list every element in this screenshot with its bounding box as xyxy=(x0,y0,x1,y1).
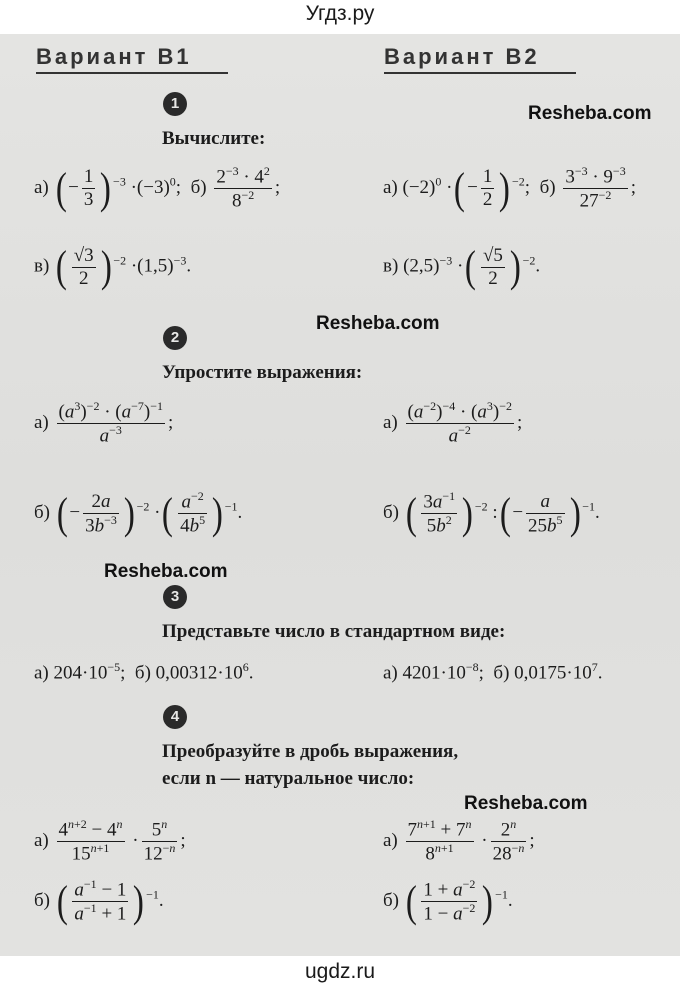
task2-v2-b: б) ( $\frac{3a^{-1}}{5b^2}$ ) $^{-2}$ :(− $\frac{a}{25b^5}$ ) $^{-1}$. xyxy=(383,488,600,538)
task4-v2-a: а) $\frac{7^{n+1} + 7^n}{8^{n+1}}$ · $\frac{2^n}{28^{-n}}$ ; xyxy=(383,817,535,865)
task1-v1-v: в) ( $\frac{√3}{2}$ ) $^{-2} \cdot(1,5)^{-3}$. xyxy=(34,242,192,292)
task-2-title: Упростите выражения: xyxy=(162,362,363,383)
task3-v2-b-value: 0,0175·10 xyxy=(514,662,592,684)
task-1-title: Вычислите: xyxy=(162,128,266,149)
task2-v1-b: б) (− $\frac{2a}{3b^{-3}}$ ) $^{-2}$ ·( $\frac{a^{-2}}{4b^5}$ ) $^{-1}$. xyxy=(34,488,243,538)
label-a: а) xyxy=(383,177,398,199)
label-b: б) xyxy=(134,662,151,684)
label-a: а) xyxy=(383,830,398,852)
task-4-title-line2: если n — натуральное число: xyxy=(162,768,415,789)
label-a: а) xyxy=(34,662,49,684)
task3-v2: а) $4201\cdot 10^{-8}$; б) $0,0175\cdot 10^7$. xyxy=(383,660,603,684)
task-1-badge: 1 xyxy=(163,92,187,116)
label-v: в) xyxy=(383,255,399,277)
task4-v1-b: б) ( $\frac{a^{-1} - 1}{a^{-1} + 1}$ ) $^{-1}$. xyxy=(34,876,164,926)
task3-v1-a-value: 204·10 xyxy=(53,662,108,684)
task1-v2-ab: а) $(-2)^0$ ·(− $\frac{1}{2}$ ) $^{-2}$; б) $\frac{3^{-3} \cdot 9^{-3}}{27^{-2}}$ ; xyxy=(383,163,636,213)
task-4-title-line1: Преобразуйте в дробь выражения, xyxy=(162,741,459,762)
site-header-text: Угдз.ру xyxy=(305,2,375,25)
variant-b2-heading: Вариант В2 xyxy=(384,44,540,69)
label-b: б) xyxy=(539,177,556,199)
task-2-badge: 2 xyxy=(163,326,187,350)
watermark-4: Resheba.com xyxy=(464,793,588,814)
label-b: б) xyxy=(383,502,399,524)
label-b: б) xyxy=(34,890,50,912)
label-b: б) xyxy=(34,502,50,524)
task3-v2-b-exponent: 7 xyxy=(591,660,598,674)
task-3-badge: 3 xyxy=(163,585,187,609)
variant-b1-underline xyxy=(36,72,228,74)
label-b: б) xyxy=(493,662,510,684)
watermark-3: Resheba.com xyxy=(104,561,228,582)
task2-v2-a: а) $\frac{(a^{-2})^{-4} \cdot (a^3)^{-2}}{a^{-2}}$ ; xyxy=(383,399,523,447)
task3-v1-b-value: 0,00312·10 xyxy=(155,662,243,684)
task3-v2-a-exponent: −8 xyxy=(465,660,479,674)
label-a: а) xyxy=(383,412,398,434)
variant-b2-underline xyxy=(384,72,576,74)
label-a: а) xyxy=(34,177,49,199)
task-3-title: Представьте число в стандартном виде: xyxy=(162,621,506,642)
task3-v1: а) $204\cdot 10^{-5}$; б) $0,00312\cdot 10^6$. xyxy=(34,660,254,684)
task-4-badge: 4 xyxy=(163,705,187,729)
site-footer-text: ugdz.ru xyxy=(304,960,376,983)
watermark-2: Resheba.com xyxy=(316,313,440,334)
task3-v1-b-exponent: 6 xyxy=(242,660,249,674)
task3-v2-a-value: 4201·10 xyxy=(402,662,466,684)
label-a: а) xyxy=(34,412,49,434)
label-a: а) xyxy=(383,662,398,684)
task3-v1-a-exponent: −5 xyxy=(107,660,121,674)
task1-v2-v: в) $(2,5)^{-3}$ ·( $\frac{√5}{2}$ ) $^{-2}$. xyxy=(383,242,541,292)
task4-v1-a: а) $\frac{4^{n+2} - 4^n}{15^{n+1}}$ · $\frac{5^n}{12^{-n}}$ ; xyxy=(34,817,186,865)
task2-v1-a: а) $\frac{(a^3)^{-2} \cdot (a^{-7})^{-1}}{a^{-3}}$ ; xyxy=(34,399,174,447)
label-a: а) xyxy=(34,830,49,852)
task1-v1-ab: а) (− $\frac{1}{3}$ ) $^{-3} \cdot(-3)^0$; б) $\frac{2^{-3} \cdot 4^2}{8^{-2}}$ ; xyxy=(34,163,281,213)
label-b: б) xyxy=(190,177,207,199)
label-b: б) xyxy=(383,890,399,912)
label-v: в) xyxy=(34,255,50,277)
variant-b1-heading: Вариант В1 xyxy=(36,44,192,69)
watermark-1: Resheba.com xyxy=(528,103,652,124)
task4-v2-b: б) ( $\frac{1 + a^{-2}}{1 - a^{-2}}$ ) $^{-1}$. xyxy=(383,876,513,926)
